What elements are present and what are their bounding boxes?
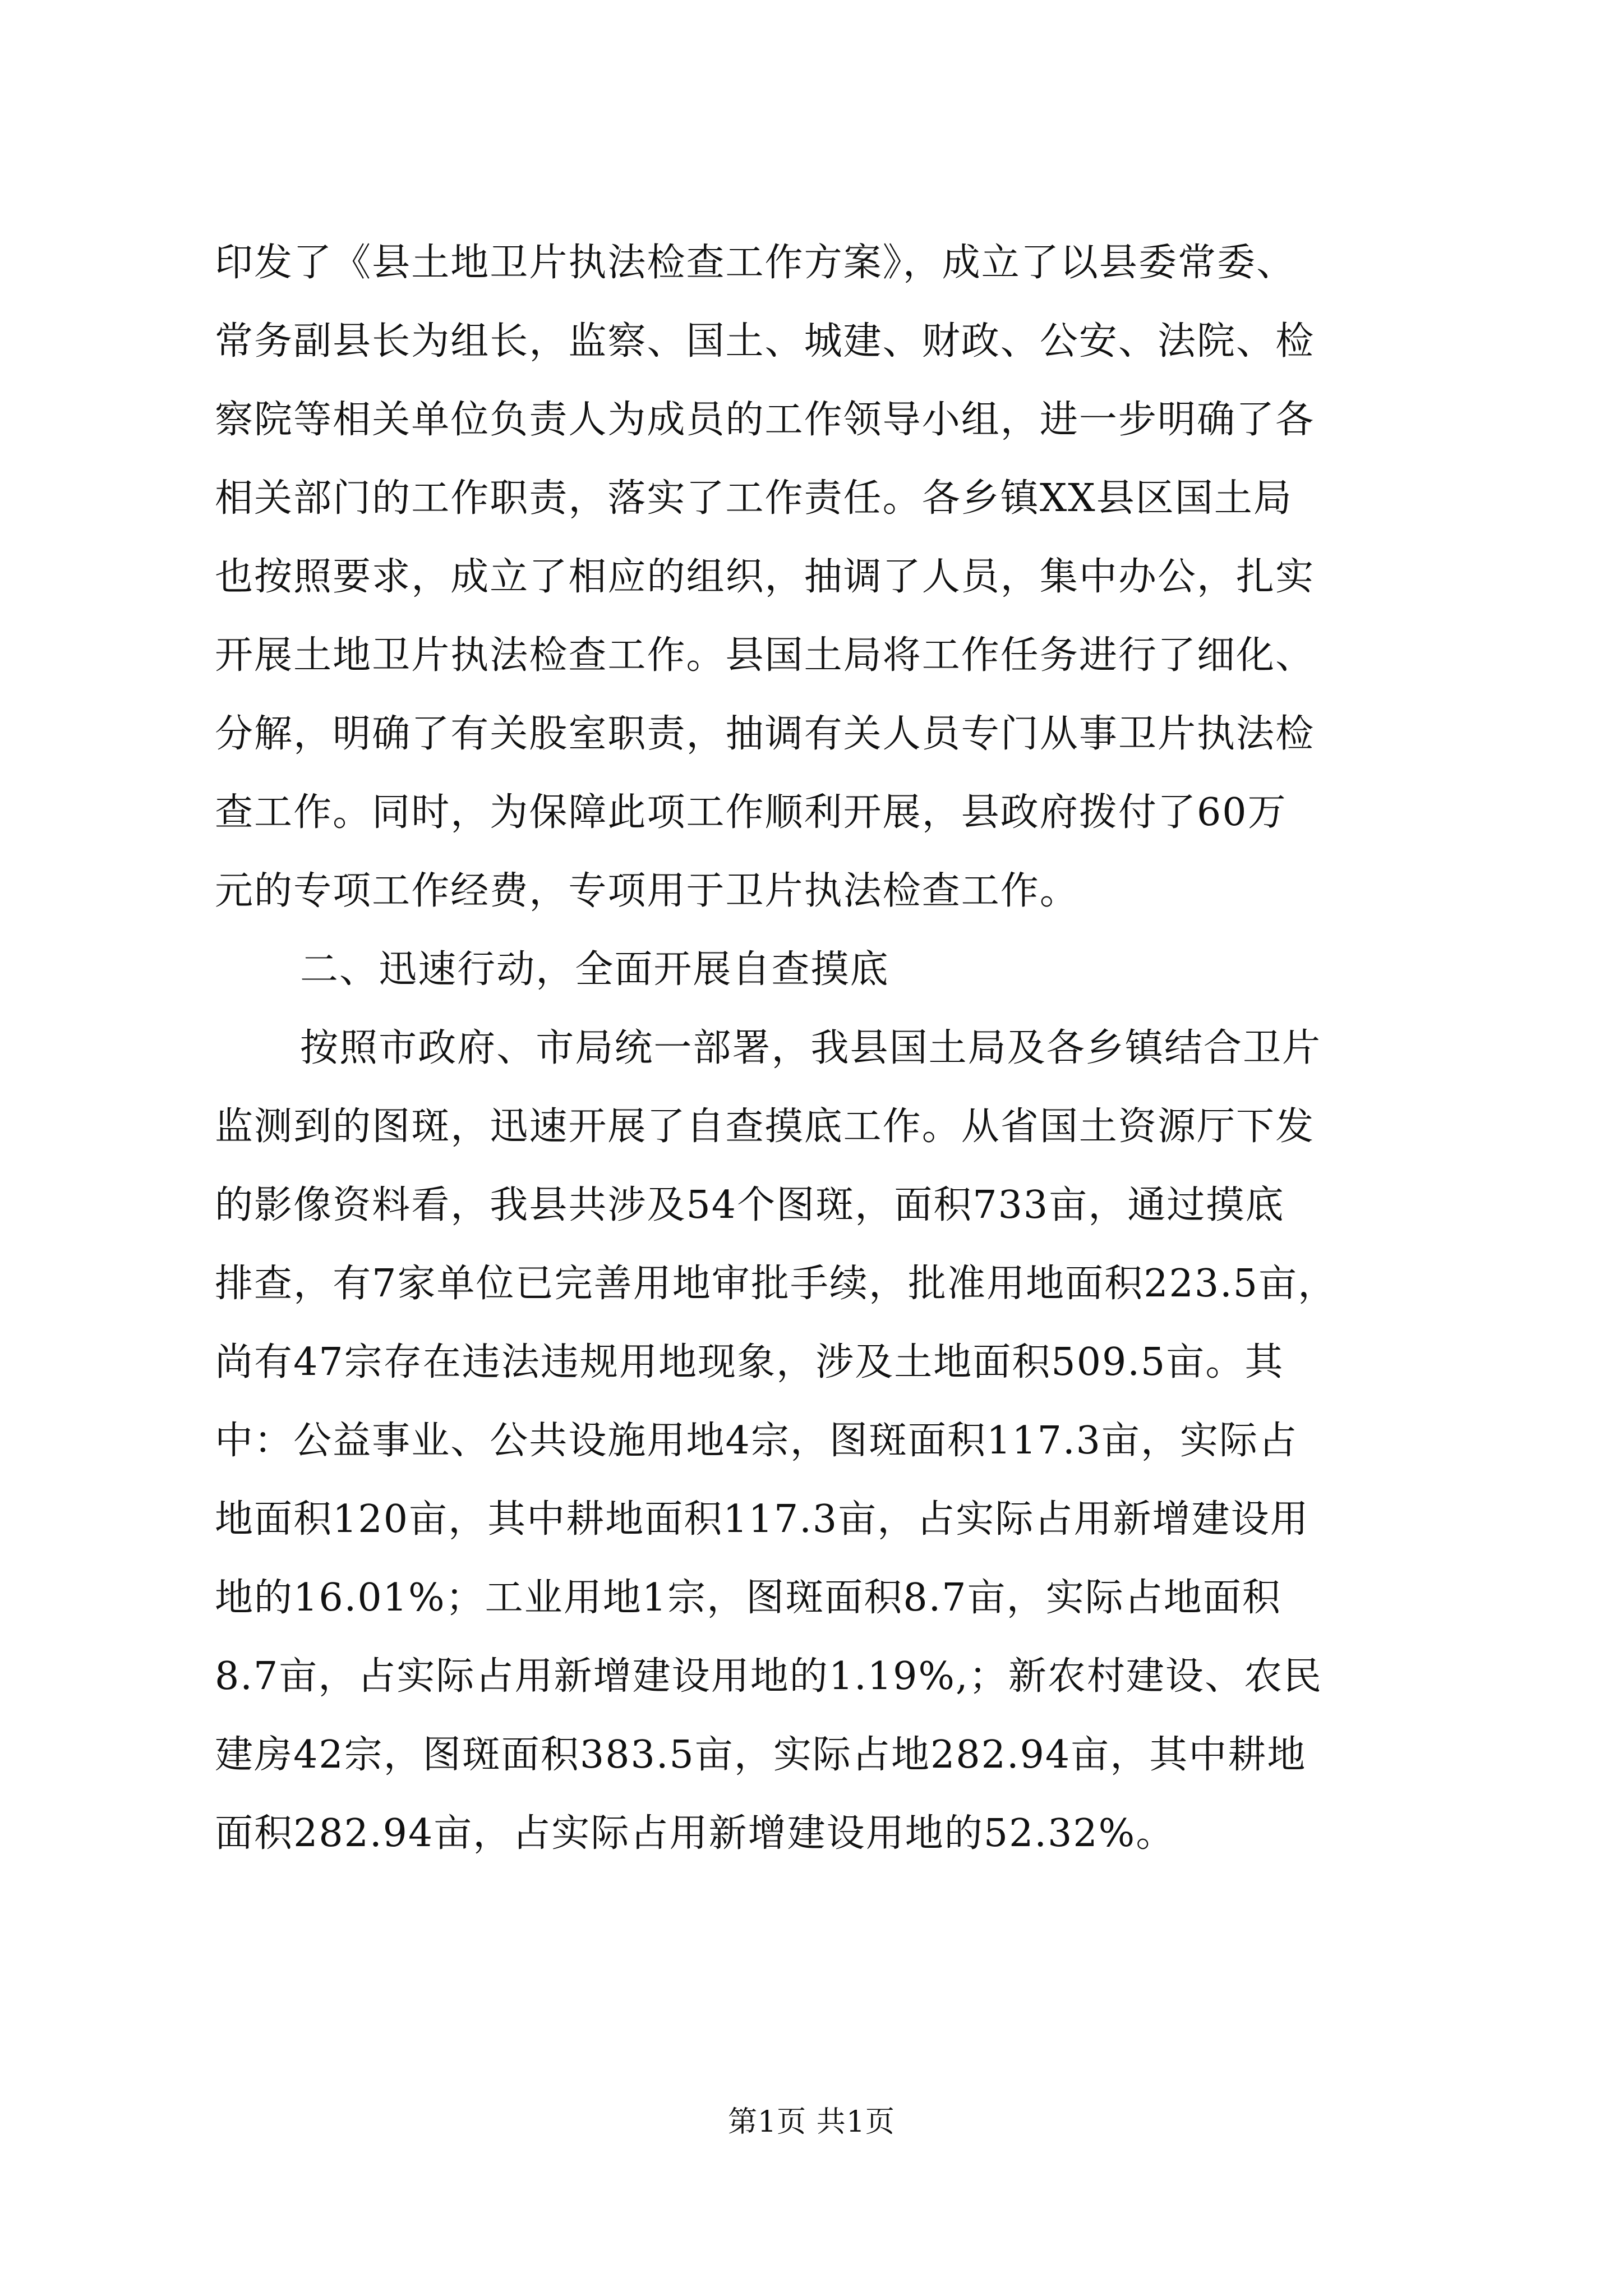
text-line: 相关部门的工作职责，落实了工作责任。各乡镇XX县区国土局 xyxy=(215,476,1293,521)
text-line: 地面积120亩，其中耕地面积117.3亩，占实际占用新增建设用 xyxy=(215,1497,1310,1542)
text-line: 中：公益事业、公共设施用地4宗，图斑面积117.3亩，实际占 xyxy=(215,1419,1298,1463)
text-line: 8.7亩，占实际占用新增建设用地的1.19%,；新农村建设、农民 xyxy=(215,1654,1323,1699)
text-line: 常务副县长为组长，监察、国土、城建、财政、公安、法院、检 xyxy=(215,319,1315,364)
text-line: 元的专项工作经费，专项用于卫片执法检查工作。 xyxy=(215,869,1079,913)
section-heading: 二、迅速行动，全面开展自查摸底 xyxy=(300,947,889,992)
text-line: 印发了《县土地卫片执法检查工作方案》，成立了以县委常委、 xyxy=(215,241,1296,285)
text-line: 尚有47宗存在违法违规用地现象，涉及土地面积509.5亩。其 xyxy=(215,1340,1284,1384)
text-line: 监测到的图斑，迅速开展了自查摸底工作。从省国土资源厅下发 xyxy=(215,1105,1315,1149)
text-line: 察院等相关单位负责人为成员的工作领导小组，进一步明确了各 xyxy=(215,398,1315,442)
text-line: 分解，明确了有关股室职责，抽调有关人员专门从事卫片执法检 xyxy=(215,712,1315,756)
text-line: 查工作。同时，为保障此项工作顺利开展，县政府拨付了60万 xyxy=(215,790,1287,835)
text-line: 地的16.01%；工业用地1宗，图斑面积8.7亩，实际占地面积 xyxy=(215,1576,1281,1620)
text-line: 的影像资料看，我县共涉及54个图斑，面积733亩，通过摸底 xyxy=(215,1183,1285,1227)
text-line: 建房42宗，图斑面积383.5亩，实际占地282.94亩，其中耕地 xyxy=(215,1733,1307,1777)
text-line: 面积282.94亩，占实际占用新增建设用地的52.32%。 xyxy=(215,1811,1175,1856)
text-line: 也按照要求，成立了相应的组织，抽调了人员，集中办公，扎实 xyxy=(215,555,1315,599)
text-line: 排查，有7家单位已完善用地审批手续，批准用地面积223.5亩， xyxy=(215,1262,1338,1306)
text-line: 按照市政府、市局统一部署，我县国土局及各乡镇结合卫片 xyxy=(300,1026,1322,1070)
page-footer: 第1页 共1页 xyxy=(728,2105,895,2139)
text-line: 开展土地卫片执法检查工作。县国土局将工作任务进行了细化、 xyxy=(215,633,1315,678)
